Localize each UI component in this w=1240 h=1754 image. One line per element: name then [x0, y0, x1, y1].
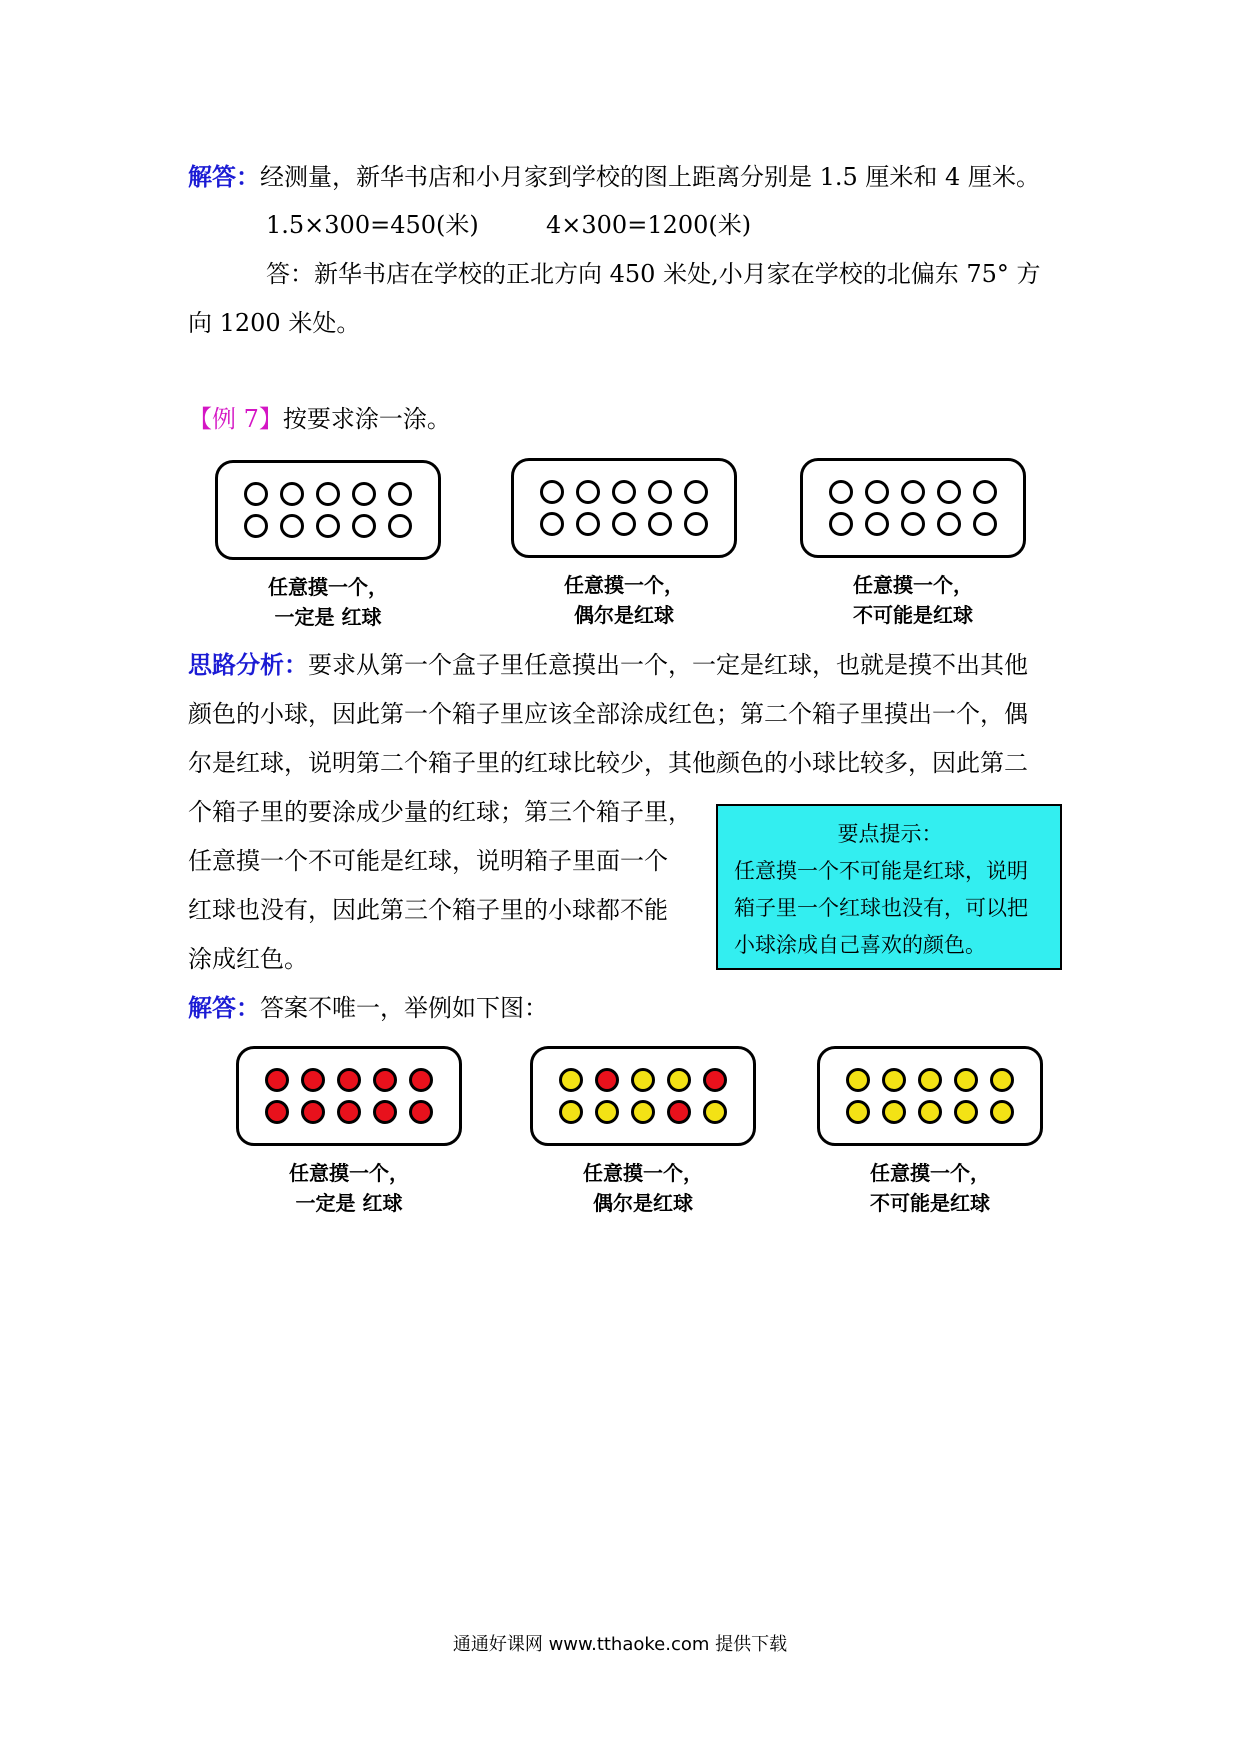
yellow-ball [846, 1100, 870, 1124]
yellow-ball [882, 1068, 906, 1092]
empty-ball [973, 480, 997, 504]
empty-ball [901, 512, 925, 536]
empty-ball [352, 482, 376, 506]
empty-ball [244, 482, 268, 506]
caption-line1: 任意摸一个， [268, 575, 388, 599]
box-caption [793, 570, 1033, 630]
red-ball [409, 1068, 433, 1092]
answer1-line1 [188, 162, 1040, 192]
caption-line2: 不可能是红球 [853, 603, 973, 627]
caption-line2: 一定是 红球 [295, 1191, 403, 1215]
analysis-line7: 涂成红色。 [188, 945, 308, 973]
yellow-ball [631, 1100, 655, 1124]
red-ball [301, 1068, 325, 1092]
empty-ball [973, 512, 997, 536]
empty-ball [576, 512, 600, 536]
caption-line1: 任意摸一个， [853, 573, 973, 597]
empty-ball [576, 480, 600, 504]
empty-ball [684, 480, 708, 504]
example7-label: 【例 7】 [188, 405, 283, 433]
empty-ball [648, 512, 672, 536]
ball-box [817, 1046, 1043, 1146]
empty-ball [937, 512, 961, 536]
empty-ball [316, 482, 340, 506]
red-ball [409, 1100, 433, 1124]
empty-ball [612, 512, 636, 536]
yellow-ball [595, 1100, 619, 1124]
analysis-line2: 颜色的小球，因此第一个箱子里应该全部涂成红色；第二个箱子里摸出一个，偶 [188, 700, 1028, 728]
yellow-ball [559, 1100, 583, 1124]
empty-ball [648, 480, 672, 504]
yellow-ball [846, 1068, 870, 1092]
tip-line2: 箱子里一个红球也没有，可以把 [734, 896, 1028, 920]
empty-ball [865, 512, 889, 536]
analysis-line3: 尔是红球，说明第二个箱子里的红球比较少，其他颜色的小球比较多，因此第二 [188, 749, 1028, 777]
red-ball [265, 1100, 289, 1124]
yellow-ball [882, 1100, 906, 1124]
ball-box [800, 458, 1026, 558]
red-ball [703, 1068, 727, 1092]
empty-ball [612, 480, 636, 504]
yellow-ball [918, 1100, 942, 1124]
caption-line2: 一定是 红球 [274, 605, 382, 629]
yellow-ball [631, 1068, 655, 1092]
yellow-ball [954, 1068, 978, 1092]
yellow-ball [559, 1068, 583, 1092]
empty-ball [865, 480, 889, 504]
empty-ball [540, 512, 564, 536]
red-ball [337, 1068, 361, 1092]
red-ball [595, 1068, 619, 1092]
example7-heading [188, 404, 451, 434]
answer1-line3a: 答：新华书店在学校的正北方向 450 米处,小月家在学校的北偏东 75° 方 [266, 260, 1041, 288]
answer2-label: 解答： [188, 994, 260, 1022]
empty-ball [829, 512, 853, 536]
empty-ball [280, 482, 304, 506]
analysis-text-1: 要求从第一个盒子里任意摸出一个，一定是红球，也就是摸不出其他 [308, 651, 1028, 679]
box-caption [504, 570, 744, 630]
empty-ball [829, 480, 853, 504]
empty-ball [684, 512, 708, 536]
empty-ball [540, 480, 564, 504]
tip-line1: 任意摸一个不可能是红球，说明 [734, 859, 1028, 883]
calc-2: 4×300=1200(米) [546, 211, 752, 239]
empty-ball [280, 514, 304, 538]
caption-line1: 任意摸一个， [870, 1161, 990, 1185]
yellow-ball [703, 1100, 727, 1124]
box-caption [229, 1158, 469, 1218]
answer2-line [188, 993, 548, 1023]
yellow-ball [918, 1068, 942, 1092]
red-ball [373, 1068, 397, 1092]
yellow-ball [954, 1100, 978, 1124]
answer2-text: 答案不唯一，举例如下图： [260, 994, 548, 1022]
ball-box [511, 458, 737, 558]
empty-ball [352, 514, 376, 538]
red-ball [337, 1100, 361, 1124]
calc-1: 1.5×300=450(米) [266, 211, 479, 239]
ball-box [236, 1046, 462, 1146]
empty-ball [388, 482, 412, 506]
red-ball [373, 1100, 397, 1124]
answer1-text: 经测量，新华书店和小月家到学校的图上距离分别是 1.5 厘米和 4 厘米。 [260, 163, 1040, 191]
tip-line3: 小球涂成自己喜欢的颜色。 [734, 933, 986, 957]
empty-ball [388, 514, 412, 538]
analysis-line4: 个箱子里的要涂成少量的红球；第三个箱子里， [188, 798, 692, 826]
caption-line1: 任意摸一个， [583, 1161, 703, 1185]
empty-ball [244, 514, 268, 538]
yellow-ball [990, 1068, 1014, 1092]
box-caption [523, 1158, 763, 1218]
analysis-line1 [188, 650, 1028, 680]
empty-ball [901, 480, 925, 504]
empty-ball [937, 480, 961, 504]
box-caption [208, 572, 448, 632]
caption-line2: 偶尔是红球 [574, 603, 674, 627]
caption-line2: 不可能是红球 [870, 1191, 990, 1215]
yellow-ball [667, 1068, 691, 1092]
tip-box [716, 804, 1062, 970]
tip-title: 要点提示： [837, 822, 943, 846]
answer1-label: 解答： [188, 163, 260, 191]
box-caption [810, 1158, 1050, 1218]
answer1-calc [266, 210, 751, 240]
analysis-label: 思路分析： [188, 651, 308, 679]
caption-line2: 偶尔是红球 [593, 1191, 693, 1215]
ball-box [530, 1046, 756, 1146]
yellow-ball [990, 1100, 1014, 1124]
caption-line1: 任意摸一个， [289, 1161, 409, 1185]
analysis-line5: 任意摸一个不可能是红球，说明箱子里面一个 [188, 847, 668, 875]
answer1-line3b: 向 1200 米处。 [188, 309, 361, 337]
analysis-line6: 红球也没有，因此第三个箱子里的小球都不能 [188, 896, 668, 924]
footer-text: 通通好课网 www.tthaoke.com 提供下载 [452, 1634, 788, 1655]
red-ball [301, 1100, 325, 1124]
ball-box [215, 460, 441, 560]
empty-ball [316, 514, 340, 538]
red-ball [265, 1068, 289, 1092]
example7-text: 按要求涂一涂。 [282, 405, 451, 433]
caption-line1: 任意摸一个， [564, 573, 684, 597]
red-ball [667, 1100, 691, 1124]
